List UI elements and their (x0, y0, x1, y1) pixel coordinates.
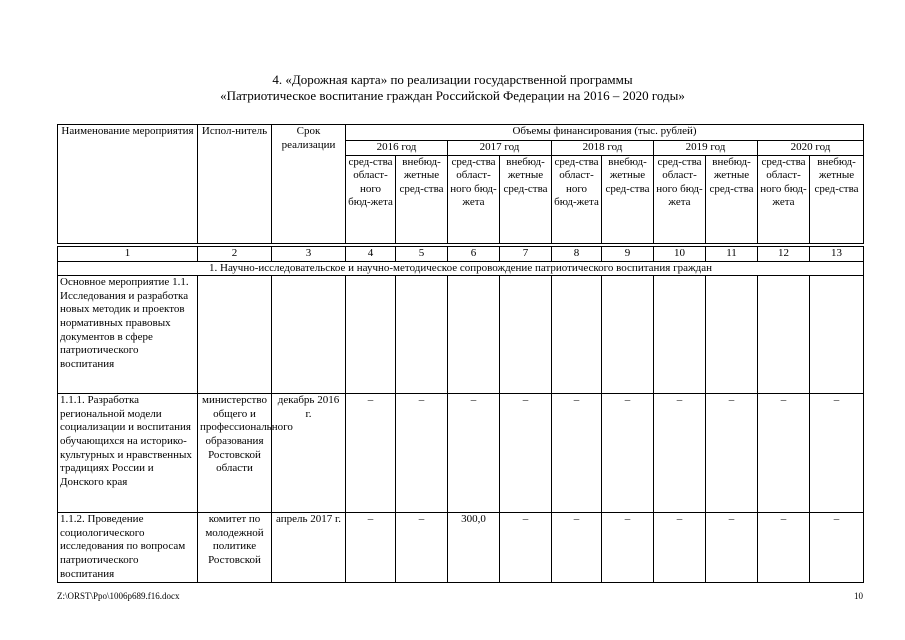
row-value: – (810, 394, 864, 513)
row-value (706, 276, 758, 394)
row-value: – (396, 513, 448, 583)
row-term: декабрь 2016 г. (272, 394, 346, 513)
row-value: – (396, 394, 448, 513)
header-extrabudget: внебюд-жетные сред-ства (602, 155, 654, 243)
header-year-2018: 2018 год (552, 141, 654, 156)
row-value: – (448, 394, 500, 513)
row-value: – (654, 394, 706, 513)
header-name: Наименование мероприятия (58, 125, 198, 244)
header-term: Срок реализации (272, 125, 346, 244)
column-number: 6 (448, 246, 500, 261)
row-value (396, 276, 448, 394)
row-value: – (500, 394, 552, 513)
header-funding: Объемы финансирования (тыс. рублей) (346, 125, 864, 141)
file-path: Z:\ORST\Ppo\1006p689.f16.docx (57, 591, 180, 601)
column-number: 3 (272, 246, 346, 261)
document-title-line1: 4. «Дорожная карта» по реализации государственной программы (272, 72, 633, 87)
roadmap-table (57, 124, 864, 583)
row-value (448, 276, 500, 394)
row-value (654, 276, 706, 394)
row-value: – (706, 394, 758, 513)
header-extrabudget: внебюд-жетные сред-ства (396, 155, 448, 243)
column-number: 1 (58, 246, 198, 261)
header-regional-budget: сред-ства област-ного бюд-жета (552, 155, 602, 243)
row-value (346, 276, 396, 394)
column-number: 10 (654, 246, 706, 261)
row-value: – (552, 394, 602, 513)
header-year-2017: 2017 год (448, 141, 552, 156)
row-term: апрель 2017 г. (272, 513, 346, 583)
header-regional-budget: сред-ства област-ного бюд-жета (758, 155, 810, 243)
row-value (552, 276, 602, 394)
row-value: – (602, 394, 654, 513)
header-regional-budget: сред-ства област-ного бюд-жета (448, 155, 500, 243)
row-value: – (654, 513, 706, 583)
header-year-2020: 2020 год (758, 141, 864, 156)
column-number: 13 (810, 246, 864, 261)
row-executor (198, 276, 272, 394)
column-number: 4 (346, 246, 396, 261)
header-executor: Испол-нитель (198, 125, 272, 244)
column-number: 11 (706, 246, 758, 261)
row-value: – (552, 513, 602, 583)
column-number: 12 (758, 246, 810, 261)
row-value: – (346, 513, 396, 583)
row-value: – (602, 513, 654, 583)
header-extrabudget: внебюд-жетные сред-ства (810, 155, 864, 243)
column-number: 9 (602, 246, 654, 261)
section-heading: 1. Научно-исследовательское и научно-методическое сопровождение патриотического воспитания граждан (58, 261, 864, 276)
row-value: – (810, 513, 864, 583)
row-value: – (500, 513, 552, 583)
header-extrabudget: внебюд-жетные сред-ства (500, 155, 552, 243)
column-number: 7 (500, 246, 552, 261)
page-number: 10 (854, 591, 863, 601)
row-value: – (706, 513, 758, 583)
row-value (810, 276, 864, 394)
row-term (272, 276, 346, 394)
row-executor: министерство общего и профессионального образования Ростовской области (198, 394, 272, 513)
row-name: 1.1.2. Проведение социологического исследования по вопросам патриотического воспитания (58, 513, 198, 583)
column-number: 8 (552, 246, 602, 261)
header-year-2016: 2016 год (346, 141, 448, 156)
row-value (758, 276, 810, 394)
row-value: – (758, 394, 810, 513)
row-value: 300,0 (448, 513, 500, 583)
row-value: – (758, 513, 810, 583)
header-regional-budget: сред-ства област-ного бюд-жета (654, 155, 706, 243)
header-year-2019: 2019 год (654, 141, 758, 156)
column-number: 2 (198, 246, 272, 261)
row-name: Основное мероприятие 1.1. Исследования и разработка новых методик и проектов нормативных правовых документов в сфере патриотического воспитания (58, 276, 198, 394)
header-extrabudget: внебюд-жетные сред-ства (706, 155, 758, 243)
header-regional-budget: сред-ства област-ного бюд-жета (346, 155, 396, 243)
column-number: 5 (396, 246, 448, 261)
row-value: – (346, 394, 396, 513)
row-value (500, 276, 552, 394)
row-name: 1.1.1. Разработка региональной модели социализации и воспитания обучающихся на историко-культурных и нравственных традициях России и Донского края (58, 394, 198, 513)
row-executor: комитет по молодежной политике Ростовской (198, 513, 272, 583)
document-title-line2: «Патриотическое воспитание граждан Российской Федерации на 2016 – 2020 годы» (220, 88, 685, 103)
row-value (602, 276, 654, 394)
